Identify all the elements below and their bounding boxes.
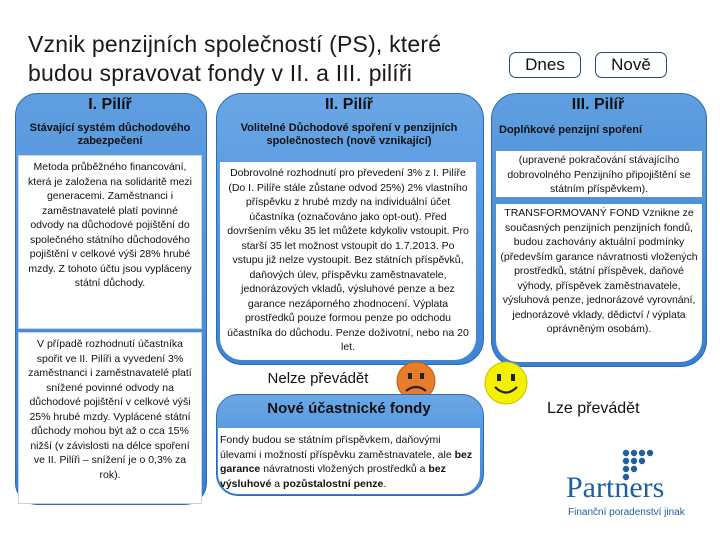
tag-today: Dnes	[509, 52, 581, 78]
partners-logo	[556, 447, 716, 527]
pillar-1-text-box	[19, 156, 201, 328]
page-title: Vznik penzijních společností (PS), které budou spravovat fondy v II. a III. pilíři	[28, 31, 442, 86]
pillar-1-optout-box	[19, 333, 201, 503]
pillar-1-heading: I. Pilíř	[88, 96, 132, 113]
new-funds-text: Fondy budou se státním příspěvkem, daňovými úlevami i možností příspěvku zaměstnavatele, ale bez garance návratnosti vložených prostředků a bez výsluhové a pozůstalostní penze.	[220, 434, 473, 490]
pillar-2-subheading: Volitelné Důchodové spoření v penzijních společnostech (nově vznikající)	[240, 122, 458, 147]
pillar-2-text: Dobrovolné rozhodnutí pro převedení 3% z I. Pilíře (Do I. Pilíře stále zůstane odvod 25%) 2% vlastního příspěvku z hrubé mzdy na individuální účet účastníka (označováno jako opt-out). Před dovršením věku 35 let můžete kdykoliv vstoupit. Pro starší 35 let možnost vstoupit do 1.7.2013. Po vstupu již nelze vystoupit. Bez státních příspěvků, daňových úlev, příspěvku zaměstnavatele, jednorázových vkladů, výsluhové penze a bez garance nezáporného zhodnocení. Výplata prostředků pouze formou penze po odchodu účastníka do důchodu. Penze doživotní, nebo na 20 let.	[227, 167, 469, 353]
pillar-1-subheading: Stávající systém důchodového zabezpečení	[29, 122, 191, 147]
can-transfer-label: Lze převádět	[547, 400, 640, 417]
pillar-1-optout-text: V případě rozhodnutí účastníka spořit ve II. Pilíři a vyvedení 3% zaměstnanci i zaměstnavatelé platí snížené povinné odvody na důchodové pojištění v celkové výši 25% hrubé mzdy. Vyplácené státní důchody mohou být až o cca 15% nižší (v závislosti na délce spoření ve II. Pilíři – snížení je o 0,3% za rok).	[28, 338, 192, 481]
cannot-transfer-label: Nelze převádět	[267, 370, 369, 387]
pillar-3-note-box	[496, 151, 702, 197]
partners-logo-tagline: Finanční poradenství jinak	[568, 507, 685, 518]
new-funds-heading: Nové účastnické fondy	[267, 400, 431, 417]
partners-logo-name: Partners	[566, 471, 665, 504]
pillar-2-heading: II. Pilíř	[324, 96, 373, 113]
pillar-3-text-box	[496, 204, 702, 362]
pillar-3-subheading: Doplňkové penzijní spoření	[499, 124, 643, 136]
pillar-1-text: Metoda průběžného financování, která je založena na solidaritě mezi generacemi. Zaměstnanci i zaměstnavatelé platí povinné odvody na důchodové pojištění do společného státního důchodového pojištění v celkové výši 28% hrubé mzdy. Z tohoto účtu jsou vypláceny státní důchody.	[27, 161, 192, 289]
new-funds-text-box	[218, 428, 480, 494]
pillar-2-text-box	[220, 162, 476, 360]
pillar-3-heading: III. Pilíř	[571, 96, 625, 113]
happy-face-icon	[483, 360, 529, 406]
pillar-3-note: (upravené pokračování stávajícího dobrovolného Penzijního připojištění se státním příspěvkem).	[507, 154, 691, 195]
tag-new: Nově	[595, 52, 667, 78]
pillar-3-text: TRANSFORMOVANÝ FOND Vznikne ze současných penzijních penzijních fondů, budou zachovány aktuální podmínky (především garance návratnosti vložených prostředků, státní příspěvek, daňové výhody, příspěvek zaměstnavatele, výsluhová penze, jednorázové vyrovnání, jednorázové vklady, dědictví / výplata oprávněným osobám).	[500, 207, 698, 335]
